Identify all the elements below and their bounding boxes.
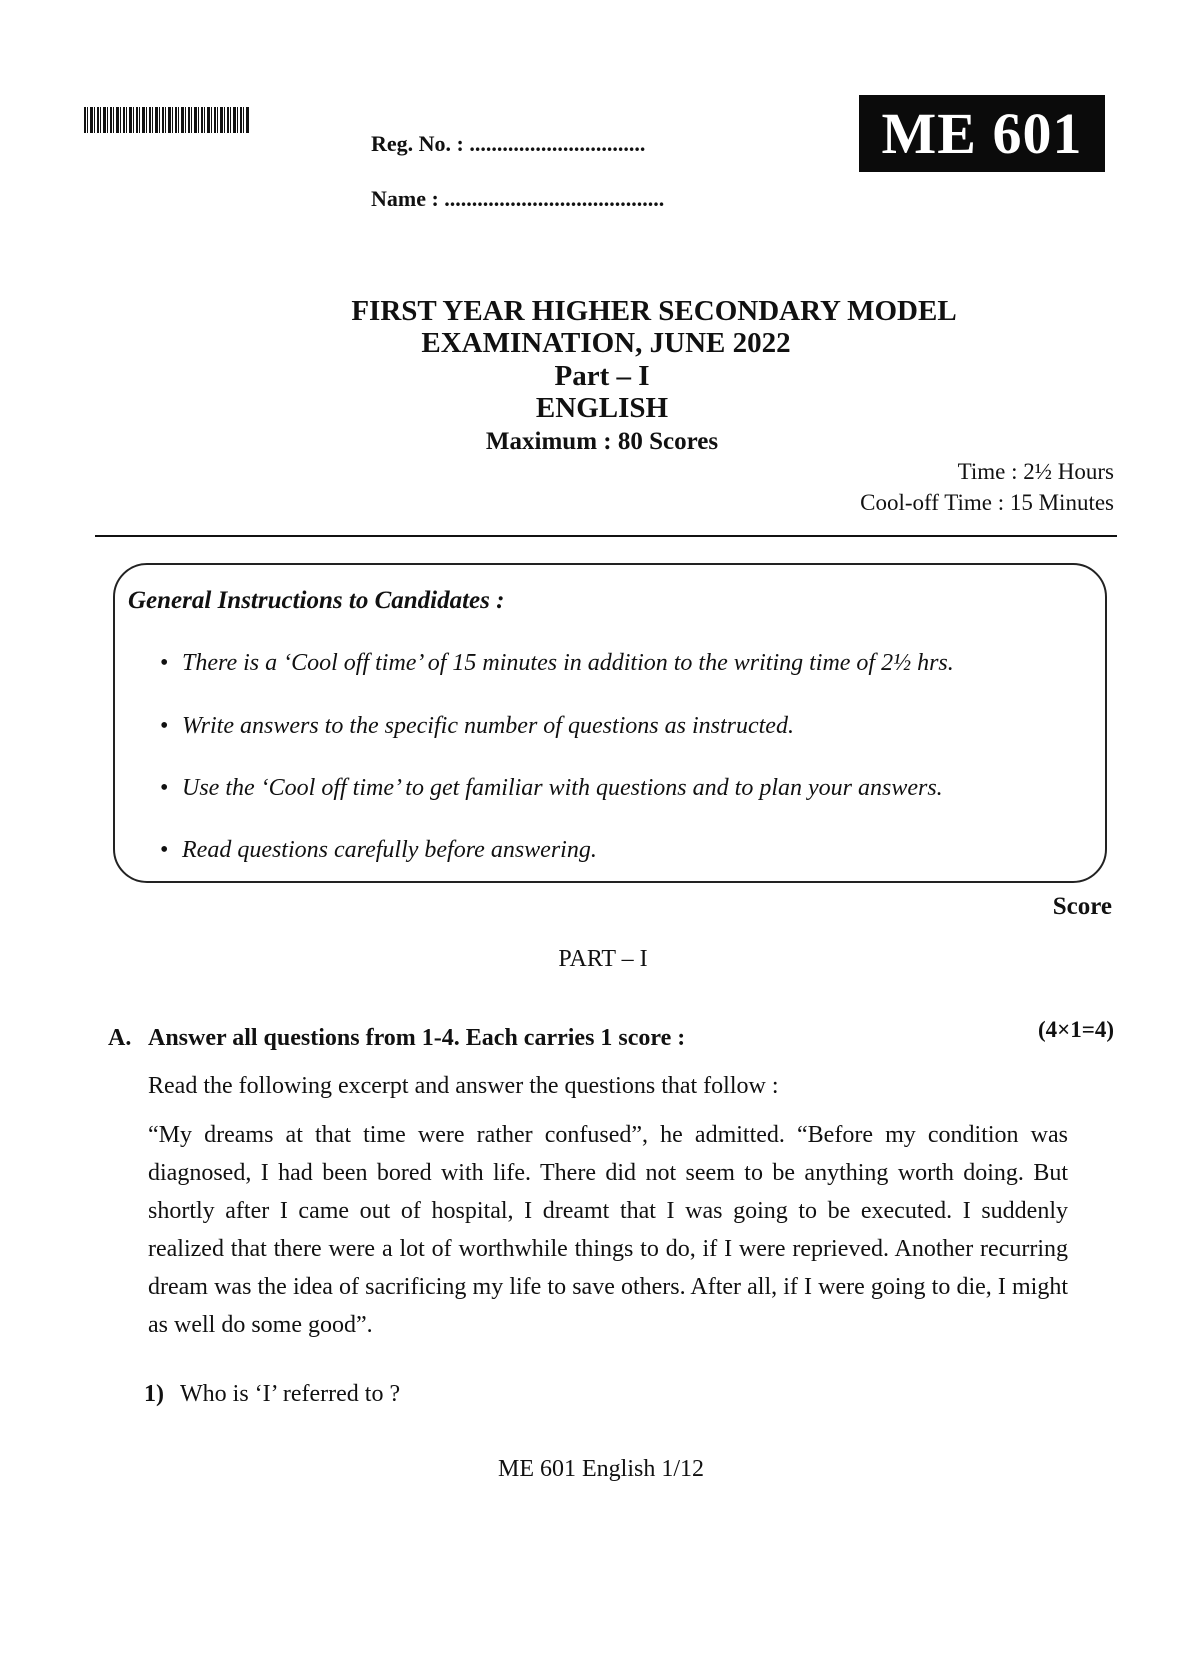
exam-time: Time : 2½ Hours (957, 459, 1114, 484)
instruction-text: Write answers to the specific number of questions as instructed. (182, 713, 794, 739)
bullet-icon: • (160, 713, 169, 739)
section-a-heading (108, 1025, 685, 1052)
excerpt-paragraph: “My dreams at that time were rather confused”, he admitted. “Before my condition was diagnosed, I had been bored with life. There did not seem to be anything worth doing. But shortly after I came out of hospital, I dreamt that I was going to be executed. I suddenly realized that there were a lot of worthwhile things to do, if I were reprieved. Another recurring dream was the idea of sacrificing my life to save others. After all, if I were going to die, I might as well do some good”. (148, 1122, 1068, 1338)
section-marks: (4×1=4) (1037, 1017, 1114, 1042)
name-field: Name : ........................................ (371, 186, 665, 211)
instructions-title: General Instructions to Candidates : (128, 587, 505, 614)
section-letter: A. (108, 1025, 132, 1051)
read-instruction: Read the following excerpt and answer the questions that follow : (148, 1073, 779, 1099)
section-instruction: Answer all questions from 1-4. Each carries 1 score : (148, 1025, 686, 1051)
question-number: 1) (144, 1381, 164, 1407)
bullet-icon: • (160, 837, 169, 863)
exam-title-line2: EXAMINATION, JUNE 2022 (421, 327, 791, 359)
reg-no-field: Reg. No. : ................................ (371, 131, 646, 156)
maximum-scores: Maximum : 80 Scores (485, 428, 719, 455)
instruction-text: Use the ‘Cool off time’ to get familiar with questions and to plan your answers. (182, 775, 943, 801)
instruction-item (160, 713, 794, 740)
instruction-item (160, 650, 954, 677)
divider-rule (95, 535, 1117, 537)
instruction-text: There is a ‘Cool off time’ of 15 minutes in addition to the writing time of 2½ hrs. (182, 650, 954, 676)
exam-title-line1: FIRST YEAR HIGHER SECONDARY MODEL (351, 295, 957, 327)
part-heading: PART – I (558, 946, 648, 972)
score-column-label: Score (1052, 893, 1112, 920)
cool-off-time: Cool-off Time : 15 Minutes (860, 490, 1114, 515)
paper-code-badge: ME 601 (859, 95, 1105, 172)
page-footer: ME 601 English 1/12 (497, 1456, 704, 1482)
question-item (144, 1381, 400, 1408)
barcode (84, 107, 250, 133)
bullet-icon: • (160, 775, 169, 801)
exam-part: Part – I (554, 360, 650, 392)
bullet-icon: • (160, 650, 169, 676)
instruction-text: Read questions carefully before answering. (182, 837, 597, 863)
instruction-item (160, 775, 943, 802)
instruction-item (160, 837, 597, 864)
question-text: Who is ‘I’ referred to ? (180, 1381, 401, 1407)
exam-subject: ENGLISH (535, 392, 669, 424)
